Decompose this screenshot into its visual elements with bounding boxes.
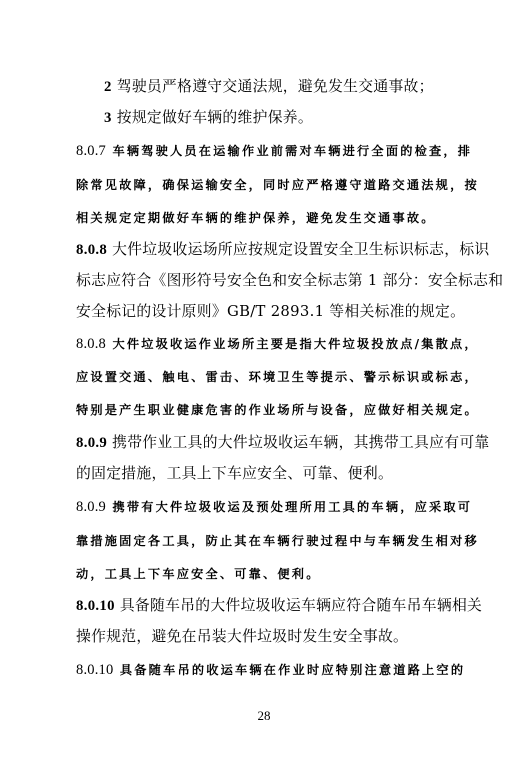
list-item-2	[104, 78, 434, 96]
list-item-text: 按规定做好车辆的维护保养。	[116, 109, 313, 126]
clause-text: 携带作业工具的大件垃圾收运车辆，其携带工具应有可靠	[112, 434, 490, 451]
explanation-text: 大件垃圾收运作业场所主要是指大件垃圾投放点/集散点，	[112, 337, 479, 351]
explanation-8-0-9-line-3: 动，工具上下车应安全、可靠、便利。	[76, 567, 321, 581]
clause-number: 8.0.9	[76, 499, 106, 515]
clause-number: 8.0.8	[76, 242, 108, 258]
clause-8-0-8-line-3: 安全标记的设计原则》GB/T 2893.1 等相关标准的规定。	[76, 303, 466, 320]
clause-number: 8.0.7	[76, 143, 106, 159]
clause-8-0-8-line-1	[76, 241, 490, 259]
explanation-8-0-8-line-1	[76, 335, 479, 353]
clause-8-0-9-line-2: 的固定措施，工具上下车应安全、可靠、便利。	[76, 465, 394, 482]
clause-8-0-8-line-2: 标志应符合《图形符号安全色和安全标志第 1 部分：安全标志和	[76, 272, 504, 289]
explanation-text: 具备随车吊的收运车辆在作业时应特别注意道路上空的	[119, 663, 466, 677]
explanation-8-0-9-line-2: 靠措施固定各工具，防止其在车辆行驶过程中与车辆发生相对移	[76, 534, 479, 548]
explanation-8-0-7-line-3: 相关规定定期做好车辆的维护保养，避免发生交通事故。	[76, 211, 436, 225]
list-item-number: 3	[104, 110, 112, 126]
clause-number: 8.0.8	[76, 336, 106, 352]
clause-number: 8.0.9	[76, 435, 108, 451]
clause-number: 8.0.10	[76, 598, 115, 614]
explanation-8-0-10-line-1	[76, 661, 465, 679]
explanation-8-0-8-line-2: 应设置交通、触电、雷击、环境卫生等提示、警示标识或标志，	[76, 370, 479, 384]
list-item-3	[104, 109, 313, 127]
explanation-text: 车辆驾驶人员在运输作业前需对车辆进行全面的检查，排	[112, 144, 473, 158]
explanation-8-0-9-line-1	[76, 498, 472, 516]
page-number: 28	[257, 708, 271, 723]
list-item-text: 驾驶员严格遵守交通法规，避免发生交通事故；	[116, 78, 434, 95]
explanation-8-0-8-line-3: 特别是产生职业健康危害的作业场所与设备，应做好相关规定。	[76, 403, 479, 417]
clause-8-0-9-line-1	[76, 434, 490, 452]
list-item-number: 2	[104, 79, 112, 95]
explanation-text: 携带有大件垃圾收运及预处理所用工具的车辆，应采取可	[112, 500, 473, 514]
clause-text: 具备随车吊的大件垃圾收运车辆应符合随车吊车辆相关	[119, 597, 483, 614]
clause-number: 8.0.10	[76, 662, 114, 678]
clause-text: 大件垃圾收运场所应按规定设置安全卫生标识标志，标识	[112, 241, 490, 258]
clause-8-0-10-line-1	[76, 597, 482, 615]
explanation-8-0-7-line-1	[76, 142, 472, 160]
clause-8-0-10-line-2: 操作规范，避免在吊装大件垃圾时发生安全事故。	[76, 628, 409, 645]
explanation-8-0-7-line-2: 除常见故障，确保运输安全，同时应严格遵守道路交通法规，按	[76, 178, 479, 192]
